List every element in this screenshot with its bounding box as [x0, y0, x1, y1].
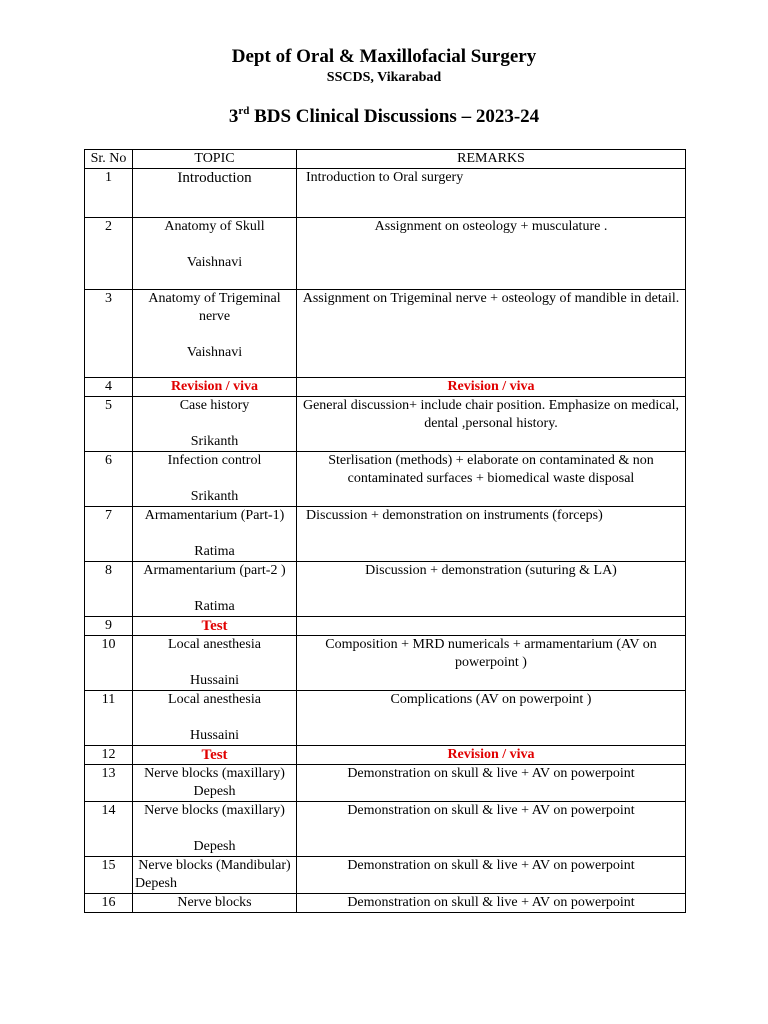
topic-presenter: Vaishnavi — [186, 345, 243, 360]
topic-title: Introduction — [177, 170, 252, 186]
row-sr-no: 7 — [85, 507, 133, 562]
column-header-topic: TOPIC — [133, 150, 297, 169]
topic-title: Local anesthesia — [168, 692, 261, 707]
topic-presenter: Srikanth — [190, 489, 239, 504]
row-sr-no: 11 — [85, 691, 133, 746]
discussion-schedule-table — [84, 149, 686, 913]
table-row — [85, 636, 686, 691]
topic-title: Nerve blocks (maxillary) — [144, 803, 285, 818]
table-row — [85, 218, 686, 290]
college-name: SSCDS, Vikarabad — [326, 70, 442, 85]
table-row — [85, 857, 686, 894]
row-topic — [133, 691, 297, 746]
row-sr-no: 14 — [85, 802, 133, 857]
row-topic — [133, 452, 297, 507]
row-remarks: Assignment on osteology + musculature . — [297, 218, 686, 290]
row-topic: Test — [133, 746, 297, 765]
row-remarks: Revision / viva — [297, 746, 686, 765]
row-topic — [133, 507, 297, 562]
column-header-remarks: REMARKS — [297, 150, 686, 169]
topic-presenter: Ratima — [194, 599, 235, 614]
table-row — [85, 691, 686, 746]
topic-title: Nerve blocks (maxillary) — [144, 766, 285, 781]
row-sr-no: 8 — [85, 562, 133, 617]
row-topic — [133, 802, 297, 857]
row-remarks: General discussion+ include chair position. Emphasize on medical, dental ,personal history. — [297, 397, 686, 452]
table-row — [85, 378, 686, 397]
row-remarks: Discussion + demonstration on instruments (forceps) — [297, 507, 686, 562]
topic-presenter: Hussaini — [190, 728, 239, 743]
row-remarks: Demonstration on skull & live + AV on powerpoint — [297, 894, 686, 913]
topic-presenter: Ratima — [194, 544, 235, 559]
row-topic: Revision / viva — [133, 378, 297, 397]
column-header-sr-no: Sr. No — [85, 150, 133, 169]
row-topic — [133, 636, 297, 691]
topic-presenter: Hussaini — [190, 673, 239, 688]
topic-title: Armamentarium (part-2 ) — [143, 563, 286, 578]
table-row — [85, 507, 686, 562]
row-remarks: Complications (AV on powerpoint ) — [297, 691, 686, 746]
topic-title: Infection control — [167, 453, 262, 468]
row-sr-no: 13 — [85, 765, 133, 802]
row-sr-no: 1 — [85, 169, 133, 218]
row-topic: Nerve blocks — [133, 894, 297, 913]
row-remarks: Demonstration on skull & live + AV on powerpoint — [297, 857, 686, 894]
row-sr-no: 2 — [85, 218, 133, 290]
row-sr-no: 6 — [85, 452, 133, 507]
table-row — [85, 746, 686, 765]
topic-title: Local anesthesia — [168, 637, 261, 652]
row-topic — [133, 169, 297, 218]
row-sr-no: 4 — [85, 378, 133, 397]
table-row — [85, 765, 686, 802]
table-row — [85, 397, 686, 452]
row-topic — [133, 765, 297, 802]
topic-presenter: Srikanth — [190, 434, 239, 449]
row-sr-no: 10 — [85, 636, 133, 691]
title-ordinal: 3 — [228, 106, 239, 127]
row-remarks — [297, 617, 686, 636]
row-remarks: Revision / viva — [297, 378, 686, 397]
table-header-row — [85, 150, 686, 169]
topic-title: Nerve blocks (Mandibular) — [138, 858, 291, 873]
topic-presenter: Depesh — [193, 839, 236, 854]
row-topic: Test — [133, 617, 297, 636]
row-remarks: Introduction to Oral surgery — [297, 169, 686, 218]
table-row — [85, 894, 686, 913]
table-row — [85, 802, 686, 857]
topic-title: Anatomy of Skull — [164, 219, 265, 234]
row-topic — [133, 857, 297, 894]
row-topic — [133, 290, 297, 378]
table-row — [85, 452, 686, 507]
row-remarks: Composition + MRD numericals + armamentarium (AV on powerpoint ) — [297, 636, 686, 691]
department-title: Dept of Oral & Maxillofacial Surgery — [231, 46, 537, 67]
table-row — [85, 169, 686, 218]
row-remarks: Demonstration on skull & live + AV on powerpoint — [297, 765, 686, 802]
topic-presenter: Depesh — [135, 876, 177, 891]
row-sr-no: 5 — [85, 397, 133, 452]
row-sr-no: 16 — [85, 894, 133, 913]
row-sr-no: 9 — [85, 617, 133, 636]
title-text: BDS Clinical Discussions – 2023-24 — [249, 106, 540, 127]
topic-presenter: Depesh — [193, 784, 236, 799]
row-sr-no: 12 — [85, 746, 133, 765]
row-topic — [133, 397, 297, 452]
topic-title: Armamentarium (Part-1) — [144, 508, 285, 523]
row-sr-no: 15 — [85, 857, 133, 894]
row-sr-no: 3 — [85, 290, 133, 378]
table-row — [85, 290, 686, 378]
row-remarks: Discussion + demonstration (suturing & LA) — [297, 562, 686, 617]
row-topic — [133, 562, 297, 617]
topic-presenter: Vaishnavi — [186, 255, 243, 270]
document-title — [0, 105, 768, 128]
table-row — [85, 562, 686, 617]
row-remarks: Assignment on Trigeminal nerve + osteology of mandible in detail. — [297, 290, 686, 378]
row-remarks: Demonstration on skull & live + AV on powerpoint — [297, 802, 686, 857]
topic-title: Case history — [179, 398, 250, 413]
topic-title: Anatomy of Trigeminal nerve — [148, 291, 281, 324]
title-ordinal-suffix: rd — [238, 105, 250, 117]
row-remarks: Sterlisation (methods) + elaborate on contaminated & non contaminated surfaces + biomedical waste disposal — [297, 452, 686, 507]
table-row — [85, 617, 686, 636]
row-topic — [133, 218, 297, 290]
